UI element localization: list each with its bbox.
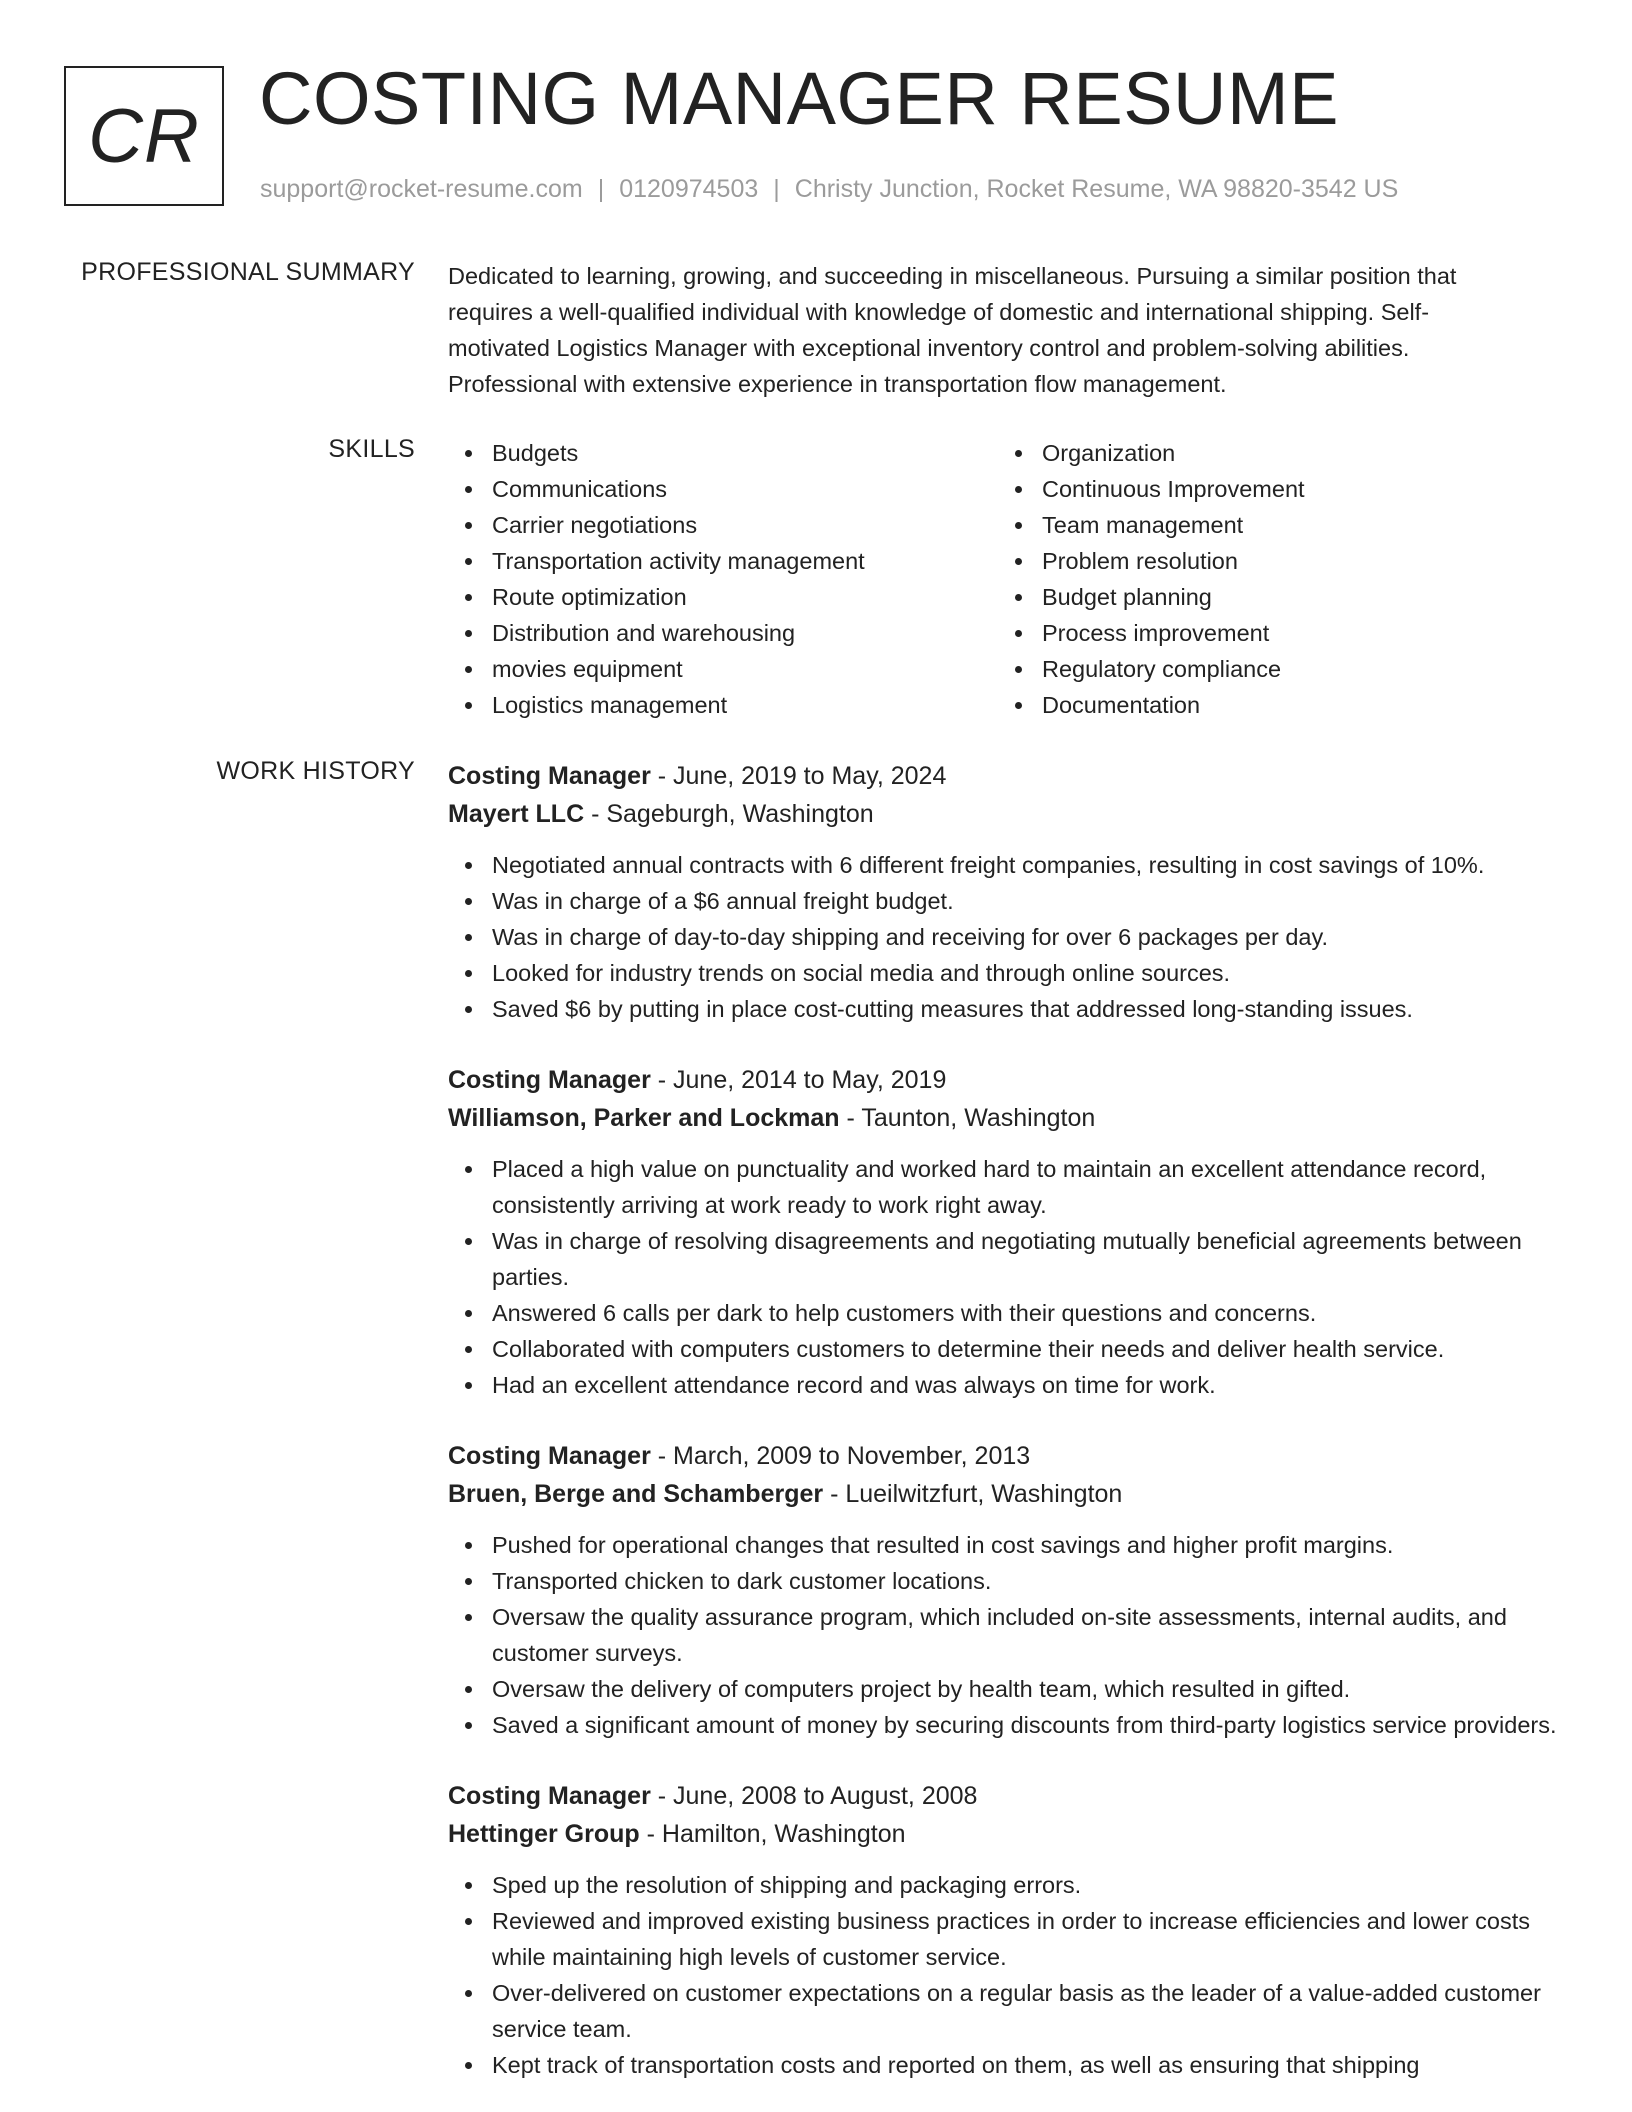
job-dates: - June, 2008 to August, 2008: [650, 1782, 978, 1810]
job-location: - Lueilwitzfurt, Washington: [823, 1480, 1123, 1508]
summary-text: Dedicated to learning, growing, and succeeding in miscellaneous. Pursuing a similar position that requires a well-qualified individual with knowledge of domestic and international shipping. Self-motivated Logistics Manager with exceptional inventory control and problem-solving abilities. Professional with extensive experience in transportation flow management.: [448, 263, 1457, 397]
skill-item: Route optimization: [448, 579, 998, 615]
job-location: - Taunton, Washington: [839, 1104, 1096, 1132]
skill-item: Problem resolution: [998, 543, 1548, 579]
skills-list-right: [998, 435, 1548, 723]
job-dates: - March, 2009 to November, 2013: [650, 1442, 1031, 1470]
job-company-line: [448, 1815, 1578, 1853]
job-company: Mayert LLC: [448, 800, 585, 828]
skill-item: Carrier negotiations: [448, 507, 998, 543]
job-bullet: Negotiated annual contracts with 6 different freight companies, resulting in cost savings of 10%.: [448, 847, 1578, 883]
job-bullets: [448, 1151, 1578, 1403]
skill-item: movies equipment: [448, 651, 998, 687]
contact-line: [260, 175, 1398, 204]
job-bullet: Pushed for operational changes that resulted in cost savings and higher profit margins.: [448, 1527, 1578, 1563]
job-location: - Sageburgh, Washington: [584, 800, 874, 828]
job-bullet: Reviewed and improved existing business practices in order to increase efficiencies and lower costs while maintaining high levels of customer service.: [448, 1903, 1578, 1975]
job-location: - Hamilton, Washington: [639, 1820, 906, 1848]
job-title-line: [448, 1777, 1578, 1815]
job-bullet: Looked for industry trends on social media and through online sources.: [448, 955, 1578, 991]
job-title: Costing Manager: [448, 762, 651, 790]
job-entry: [448, 1777, 1578, 2083]
job-company: Williamson, Parker and Lockman: [448, 1104, 840, 1132]
skills-list-left: [448, 435, 998, 723]
contact-email: support@rocket-resume.com: [260, 175, 583, 203]
job-title: Costing Manager: [448, 1442, 651, 1470]
job-company-line: [448, 1099, 1578, 1137]
job-bullet: Oversaw the quality assurance program, which included on-site assessments, internal audits, and customer surveys.: [448, 1599, 1578, 1671]
job-company: Hettinger Group: [448, 1820, 640, 1848]
skills-heading: SKILLS: [328, 435, 415, 463]
contact-separator: |: [597, 175, 605, 203]
job-bullet: Was in charge of resolving disagreements and negotiating mutually beneficial agreements between parties.: [448, 1223, 1578, 1295]
job-bullet: Had an excellent attendance record and was always on time for work.: [448, 1367, 1578, 1403]
job-company: Bruen, Berge and Schamberger: [448, 1480, 824, 1508]
job-title-line: [448, 1061, 1578, 1099]
job-bullet: Collaborated with computers customers to determine their needs and deliver health service.: [448, 1331, 1578, 1367]
job-title-line: [448, 1437, 1578, 1475]
skill-item: Team management: [998, 507, 1548, 543]
skill-item: Documentation: [998, 687, 1548, 723]
skill-item: Transportation activity management: [448, 543, 998, 579]
resume-title: COSTING MANAGER RESUME: [259, 57, 1339, 140]
monogram-box: [64, 66, 224, 206]
job-bullets: [448, 1527, 1578, 1743]
skill-item: Process improvement: [998, 615, 1548, 651]
job-bullets: [448, 847, 1578, 1027]
job-bullet: Was in charge of a $6 annual freight budget.: [448, 883, 1578, 919]
job-bullet: Answered 6 calls per dark to help customers with their questions and concerns.: [448, 1295, 1578, 1331]
skill-item: Budgets: [448, 435, 998, 471]
contact-separator: |: [773, 175, 780, 203]
job-bullet: Was in charge of day-to-day shipping and receiving for over 6 packages per day.: [448, 919, 1578, 955]
job-bullet: Transported chicken to dark customer locations.: [448, 1563, 1578, 1599]
skill-item: Budget planning: [998, 579, 1548, 615]
job-bullet: Saved a significant amount of money by securing discounts from third-party logistics service providers.: [448, 1707, 1578, 1743]
job-bullet: Placed a high value on punctuality and worked hard to maintain an excellent attendance record, consistently arriving at work ready to work right away.: [448, 1151, 1578, 1223]
work-history-body: [448, 757, 1578, 2112]
job-bullet: Oversaw the delivery of computers project by health team, which resulted in gifted.: [448, 1671, 1578, 1707]
job-company-line: [448, 795, 1578, 833]
job-entry: [448, 1061, 1578, 1403]
skills-body: [448, 435, 1568, 723]
skill-item: Organization: [998, 435, 1548, 471]
job-bullet: Kept track of transportation costs and reported on them, as well as ensuring that shipping: [448, 2047, 1578, 2083]
job-bullet: Over-delivered on customer expectations on a regular basis as the leader of a value-added customer service team.: [448, 1975, 1578, 2047]
job-title-line: [448, 757, 1578, 795]
summary-body: [448, 258, 1528, 402]
job-entry: [448, 757, 1578, 1027]
skill-item: Logistics management: [448, 687, 998, 723]
job-company-line: [448, 1475, 1578, 1513]
skill-item: Continuous Improvement: [998, 471, 1548, 507]
job-dates: - June, 2019 to May, 2024: [650, 762, 947, 790]
skill-item: Communications: [448, 471, 998, 507]
job-title: Costing Manager: [448, 1782, 651, 1810]
skill-item: Distribution and warehousing: [448, 615, 998, 651]
contact-phone: 0120974503: [619, 175, 759, 203]
summary-heading: PROFESSIONAL SUMMARY: [81, 258, 415, 286]
work-history-heading: WORK HISTORY: [216, 757, 415, 785]
job-title: Costing Manager: [448, 1066, 651, 1094]
skill-item: Regulatory compliance: [998, 651, 1548, 687]
monogram-initials: CR: [88, 93, 200, 179]
contact-address: Christy Junction, Rocket Resume, WA 98820-3542 US: [794, 175, 1399, 203]
job-bullets: [448, 1867, 1578, 2083]
job-dates: - June, 2014 to May, 2019: [650, 1066, 947, 1094]
job-bullet: Saved $6 by putting in place cost-cutting measures that addressed long-standing issues.: [448, 991, 1578, 1027]
job-bullet: Sped up the resolution of shipping and packaging errors.: [448, 1867, 1578, 1903]
job-entry: [448, 1437, 1578, 1743]
